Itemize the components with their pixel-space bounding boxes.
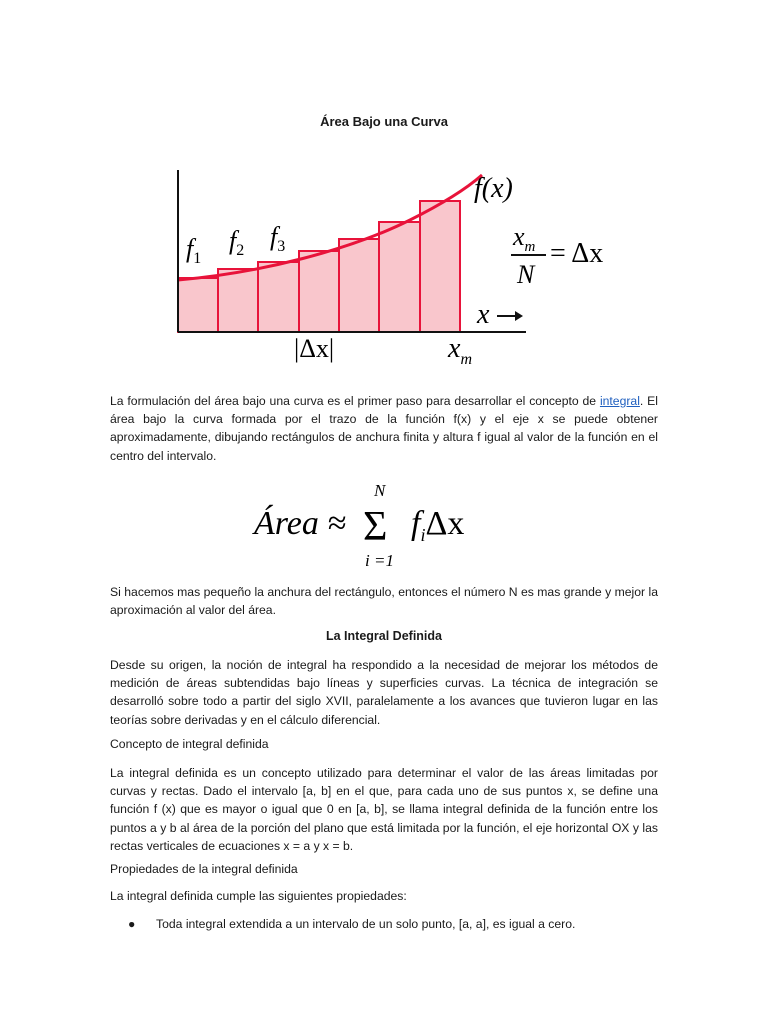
heading-concepto: Concepto de integral definida — [110, 737, 269, 751]
paragraph-intro-text-rest: . El área bajo la curva formada por el trazo de la función f(x) y el eje x se puede obtener aproximadamente, dibujando rectángulos de anchura finita y altura f igual al valor de la función en el centro del intervalo. — [110, 394, 659, 463]
integral-link[interactable]: integral — [599, 394, 640, 408]
paragraph-properties-intro: La integral definida cumple las siguientes propiedades: — [110, 889, 407, 903]
fraction-denominator: N — [517, 260, 535, 289]
formula-sigma: Σ — [363, 504, 388, 550]
bullet-icon: ● — [128, 917, 136, 931]
paragraph-intro — [110, 392, 658, 465]
fraction-rhs: = Δx — [550, 238, 604, 269]
list-item-text: Toda integral extendida a un intervalo de un solo punto, [a, a], es igual a cero. — [156, 917, 576, 931]
x-axis-arrowhead — [515, 311, 523, 321]
rectangles — [178, 201, 460, 332]
page-title: Área Bajo una Curva — [320, 114, 448, 129]
paragraph-approximation: Si hacemos mas pequeño la anchura del rectángulo, entonces el número N es mas grande y mejor la aproximación al valor del área. — [110, 585, 658, 618]
paragraph-intro-text: La formulación del área bajo una curva es el primer paso para desarrollar el concepto de — [110, 394, 600, 408]
label-f1: $f_1$ — [186, 234, 202, 267]
heading-propiedades: Propiedades de la integral definida — [110, 862, 298, 876]
label-delta-x: |Δx| — [294, 334, 335, 363]
fraction-numerator: $x_m$ — [513, 222, 536, 255]
area-under-curve-figure — [170, 165, 630, 370]
bar-rect — [258, 262, 299, 332]
formula-upper-limit: N — [374, 481, 386, 500]
label-f3: $f_3$ — [270, 222, 286, 255]
section-title: La Integral Definida — [326, 629, 442, 643]
formula-term: $f_i\Delta x$ — [411, 505, 465, 545]
bar-rect — [339, 239, 379, 332]
label-x-axis: x — [477, 299, 490, 330]
bar-rect — [379, 222, 420, 332]
bar-rect — [218, 269, 258, 332]
formula-lower-limit: i =1 — [365, 551, 394, 570]
bar-rect — [420, 201, 460, 332]
label-f2: $f_2$ — [229, 226, 245, 259]
bar-rect — [299, 251, 339, 332]
paragraph-definition: La integral definida es un concepto utilizado para determinar el valor de las áreas limitadas por curvas y rectas. Dado el intervalo [a, b] en el que, para cada uno de sus puntos x, se define una función f (x) que es mayor o igual que 0 en [a, b], se llama integral definida de la función entre los puntos a y b al área de la porción del plano que está limitada por la función, el eje horizontal OX y las rectas verticales de ecuaciones x = a y x = b. — [110, 766, 658, 853]
label-fx: f(x) — [474, 173, 513, 204]
formula-lhs: Área ≈ — [254, 505, 346, 542]
paragraph-history: Desde su origen, la noción de integral ha respondido a la necesidad de mejorar los métodos de medición de áreas subtendidas bajo líneas y superficies curvas. La técnica de integración se desarrolló sobre todo a partir del siglo XVII, paralelamente a los avances que tuvieron lugar en las teorías sobre derivadas y en el cálculo diferencial. — [110, 658, 658, 727]
area-sum-formula — [250, 478, 480, 570]
bar-rect — [178, 278, 218, 332]
label-xm: $x_m$ — [448, 333, 472, 368]
